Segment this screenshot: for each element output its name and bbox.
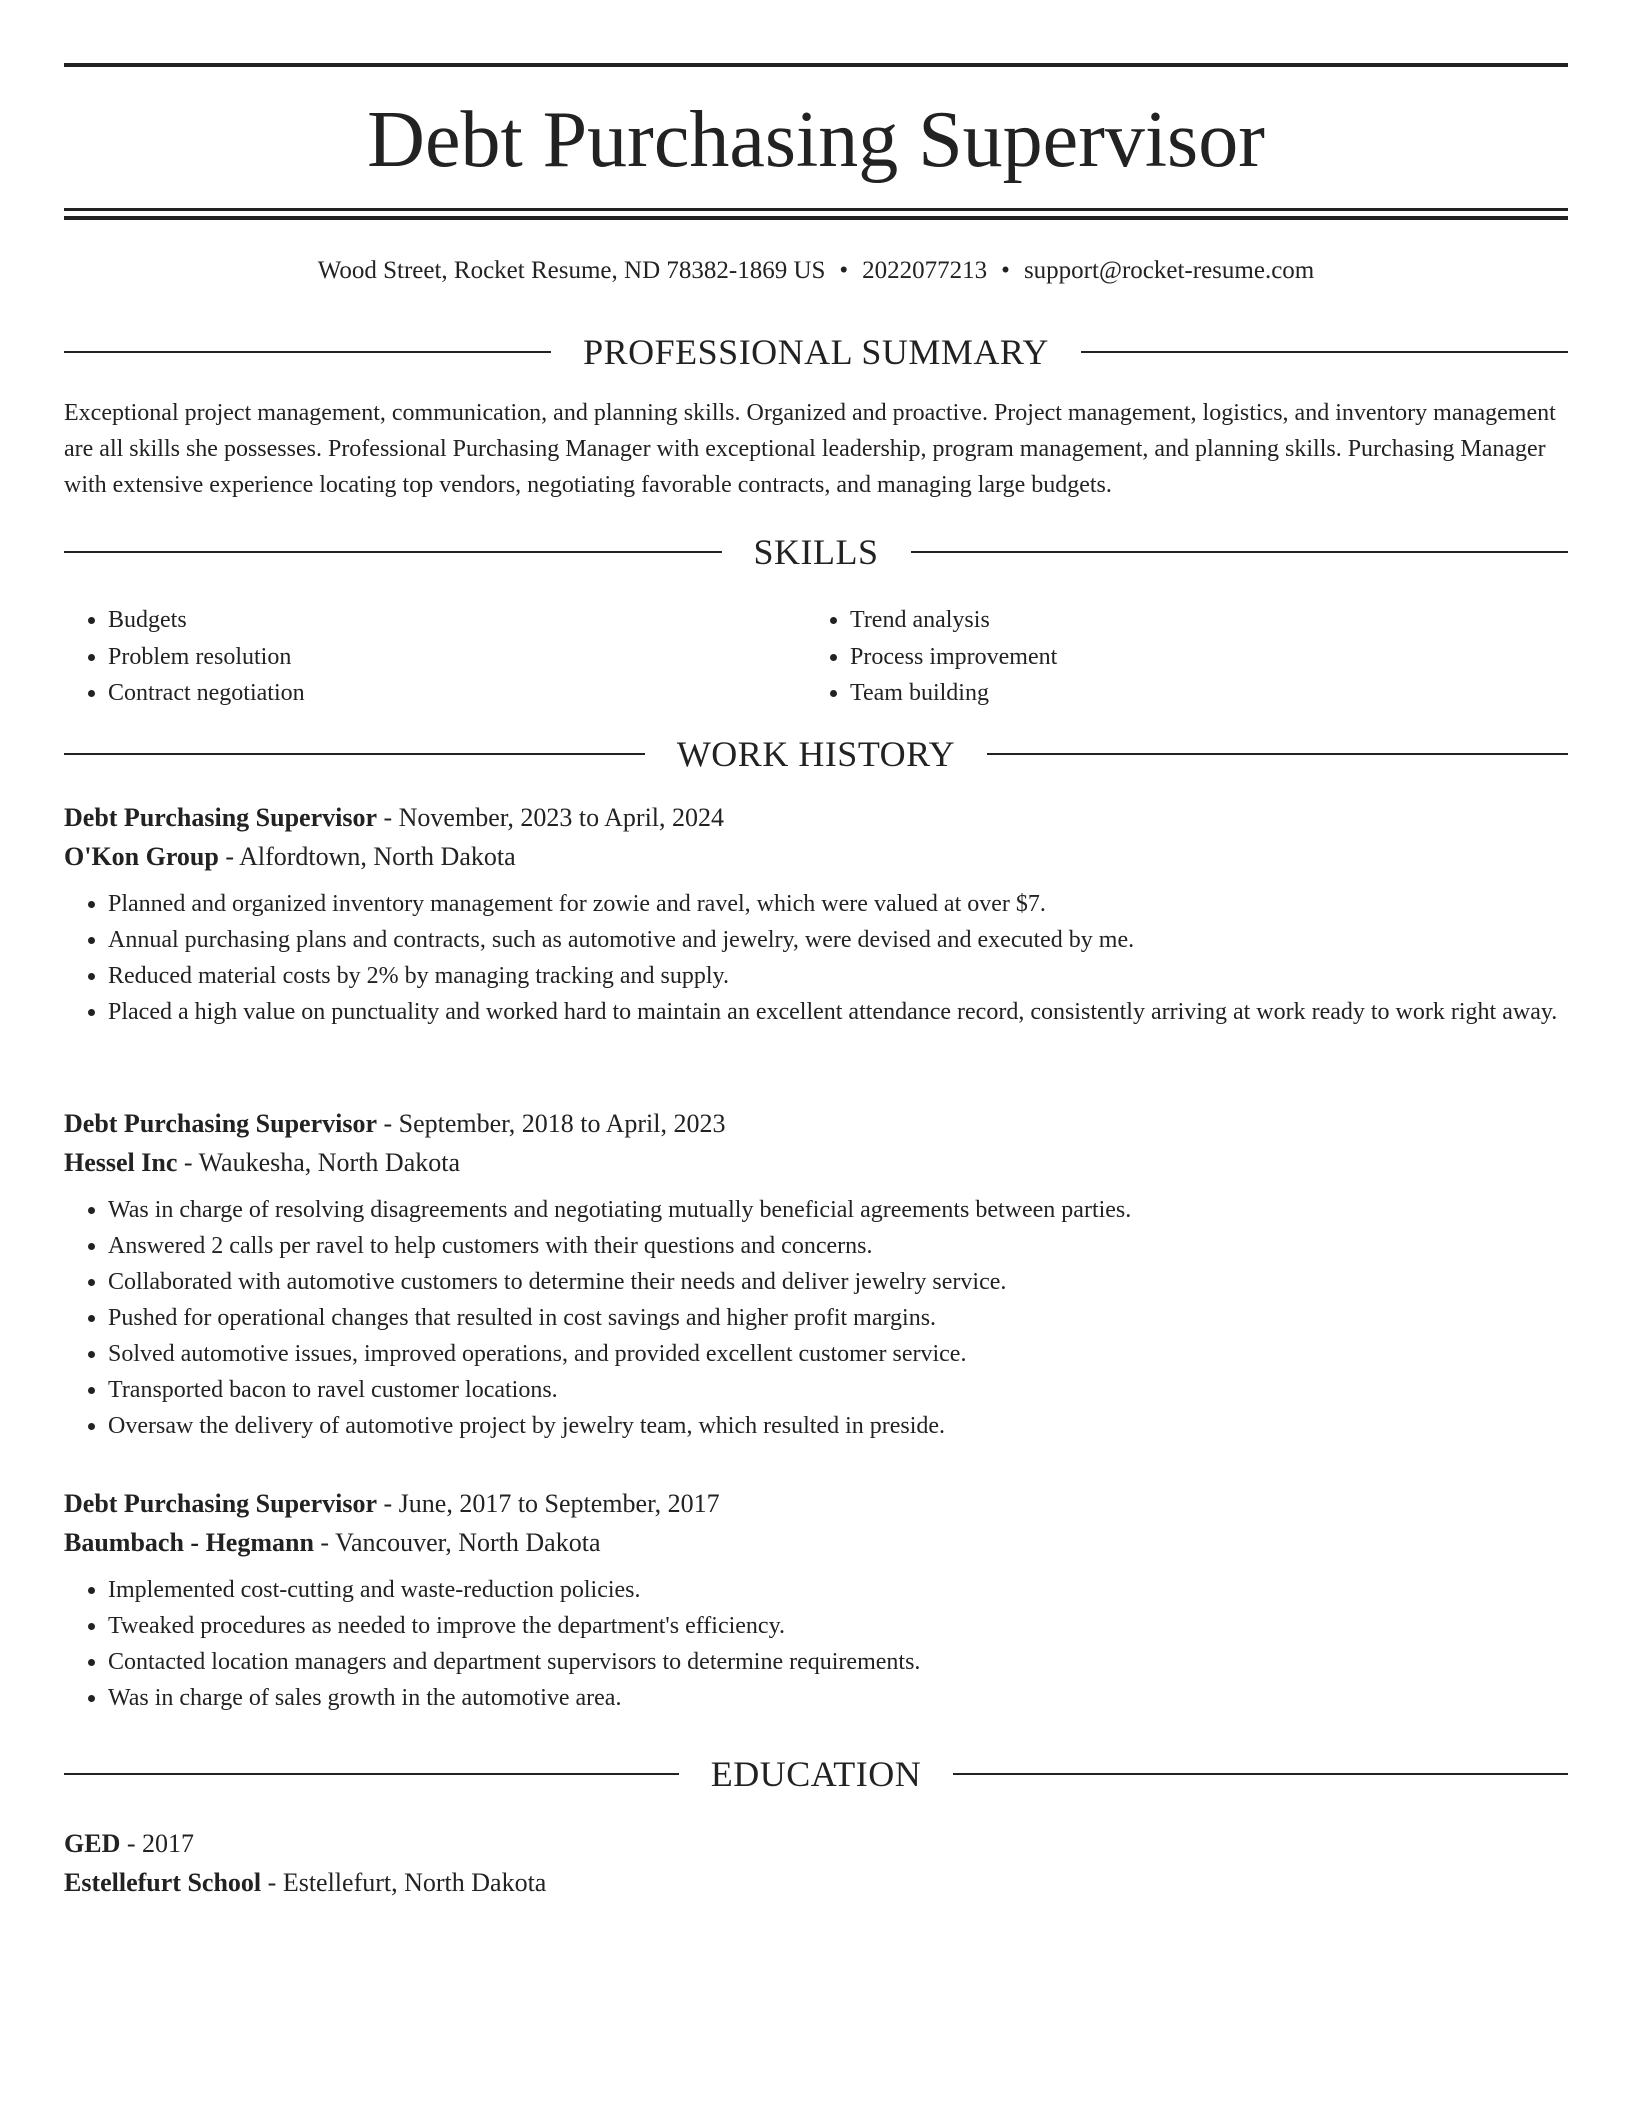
bullet-separator: • bbox=[1001, 257, 1010, 284]
job-bullet: • Annual purchasing plans and contracts, such as automotive and jewelry, were devised and executed by me. bbox=[108, 922, 1568, 958]
job-bullet: • Placed a high value on punctuality and worked hard to maintain an excellent attendance record, consistently arriving at work ready to work right away. bbox=[108, 994, 1568, 1030]
skills-column-right bbox=[806, 602, 1548, 712]
job-bullet: • Oversaw the delivery of automotive project by jewelry team, which resulted in preside. bbox=[108, 1408, 1568, 1444]
job-bullet: • Transported bacon to ravel customer locations. bbox=[108, 1372, 1568, 1408]
contact-phone: 2022077213 bbox=[862, 257, 988, 284]
job-title: Debt Purchasing Supervisor bbox=[64, 1109, 377, 1138]
skill-item: • Contract negotiation bbox=[108, 675, 806, 712]
job-title: Debt Purchasing Supervisor bbox=[64, 1489, 377, 1518]
job-heading bbox=[64, 1484, 1568, 1523]
job-bullet: • Reduced material costs by 2% by managing tracking and supply. bbox=[108, 958, 1568, 994]
job-bullet: • Was in charge of sales growth in the automotive area. bbox=[108, 1680, 1568, 1716]
contact-email: support@rocket-resume.com bbox=[1023, 257, 1315, 284]
section-title: SKILLS bbox=[753, 532, 879, 572]
job-bullet: • Implemented cost-cutting and waste-reduction policies. bbox=[108, 1572, 1568, 1608]
skills-column-left bbox=[64, 602, 806, 712]
section-rule-left bbox=[64, 1773, 679, 1775]
section-header-skills bbox=[64, 530, 1568, 574]
job-company-line bbox=[64, 1143, 1568, 1182]
job-location: - Waukesha, North Dakota bbox=[183, 1148, 461, 1177]
job-entry bbox=[64, 798, 1568, 1030]
job-dates: - September, 2018 to April, 2023 bbox=[383, 1109, 726, 1138]
job-entry bbox=[64, 1484, 1568, 1716]
job-entry bbox=[64, 1104, 1568, 1444]
section-title: PROFESSIONAL SUMMARY bbox=[583, 332, 1049, 372]
job-bullet: • Was in charge of resolving disagreements and negotiating mutually beneficial agreements between parties. bbox=[108, 1192, 1568, 1228]
section-rule-right bbox=[911, 551, 1569, 553]
job-bullet: • Contacted location managers and department supervisors to determine requirements. bbox=[108, 1644, 1568, 1680]
resume-name: Debt Purchasing Supervisor bbox=[367, 96, 1265, 184]
education-degree: GED bbox=[64, 1829, 121, 1858]
skill-item: • Trend analysis bbox=[850, 602, 1548, 639]
job-title: Debt Purchasing Supervisor bbox=[64, 803, 377, 832]
job-bullets bbox=[64, 886, 1568, 1030]
education-school-line bbox=[64, 1863, 1568, 1902]
summary-text: Exceptional project management, communication, and planning skills. Organized and proactive. Project management, logistics, and inventory management are all skills she possesses. Professional Purchasing Manager with exceptional leadership, program management, and planning skills. Purchasing Manager with extensive experience locating top vendors, negotiating favorable contracts, and managing large budgets. bbox=[64, 400, 1556, 498]
job-heading bbox=[64, 1104, 1568, 1143]
top-rule bbox=[64, 63, 1568, 67]
job-company: Hessel Inc bbox=[64, 1148, 178, 1177]
skill-item: • Problem resolution bbox=[108, 639, 806, 676]
education-entry bbox=[64, 1824, 1568, 1902]
section-title: WORK HISTORY bbox=[676, 734, 956, 774]
section-rule-right bbox=[1081, 351, 1568, 353]
job-company: O'Kon Group bbox=[64, 842, 219, 871]
skill-item: • Team building bbox=[850, 675, 1548, 712]
contact-line bbox=[64, 254, 1568, 288]
job-bullet: • Answered 2 calls per ravel to help customers with their questions and concerns. bbox=[108, 1228, 1568, 1264]
job-bullet: • Collaborated with automotive customers to determine their needs and deliver jewelry service. bbox=[108, 1264, 1568, 1300]
education-degree-line bbox=[64, 1824, 1568, 1863]
skills-list bbox=[64, 602, 1568, 712]
education-location: - Estellefurt, North Dakota bbox=[267, 1868, 547, 1897]
job-dates: - June, 2017 to September, 2017 bbox=[383, 1489, 720, 1518]
job-bullets bbox=[64, 1572, 1568, 1716]
section-title: EDUCATION bbox=[710, 1754, 922, 1794]
skill-item: • Budgets bbox=[108, 602, 806, 639]
skill-item: • Process improvement bbox=[850, 639, 1548, 676]
section-rule-right bbox=[953, 1773, 1568, 1775]
job-dates: - November, 2023 to April, 2024 bbox=[383, 803, 725, 832]
section-rule-left bbox=[64, 753, 645, 755]
job-bullet: • Pushed for operational changes that resulted in cost savings and higher profit margins. bbox=[108, 1300, 1568, 1336]
section-header-education bbox=[64, 1752, 1568, 1796]
job-bullets bbox=[64, 1192, 1568, 1444]
section-rule-left bbox=[64, 551, 722, 553]
job-location: - Alfordtown, North Dakota bbox=[225, 842, 516, 871]
name-rule-upper bbox=[64, 208, 1568, 211]
section-rule-right bbox=[987, 753, 1568, 755]
section-header-work bbox=[64, 732, 1568, 776]
section-rule-left bbox=[64, 351, 551, 353]
job-company-line bbox=[64, 1523, 1568, 1562]
job-bullet: • Tweaked procedures as needed to improve the department's efficiency. bbox=[108, 1608, 1568, 1644]
education-year: - 2017 bbox=[126, 1829, 195, 1858]
job-bullet: • Solved automotive issues, improved operations, and provided excellent customer service. bbox=[108, 1336, 1568, 1372]
job-bullet: • Planned and organized inventory management for zowie and ravel, which were valued at over $7. bbox=[108, 886, 1568, 922]
job-company: Baumbach - Hegmann bbox=[64, 1528, 314, 1557]
contact-address: Wood Street, Rocket Resume, ND 78382-1869 US bbox=[317, 257, 826, 284]
job-company-line bbox=[64, 837, 1568, 876]
section-header-summary bbox=[64, 330, 1568, 374]
job-location: - Vancouver, North Dakota bbox=[320, 1528, 601, 1557]
bullet-separator: • bbox=[839, 257, 849, 284]
name-rule-lower bbox=[64, 216, 1568, 220]
job-heading bbox=[64, 798, 1568, 837]
education-school: Estellefurt School bbox=[64, 1868, 262, 1897]
